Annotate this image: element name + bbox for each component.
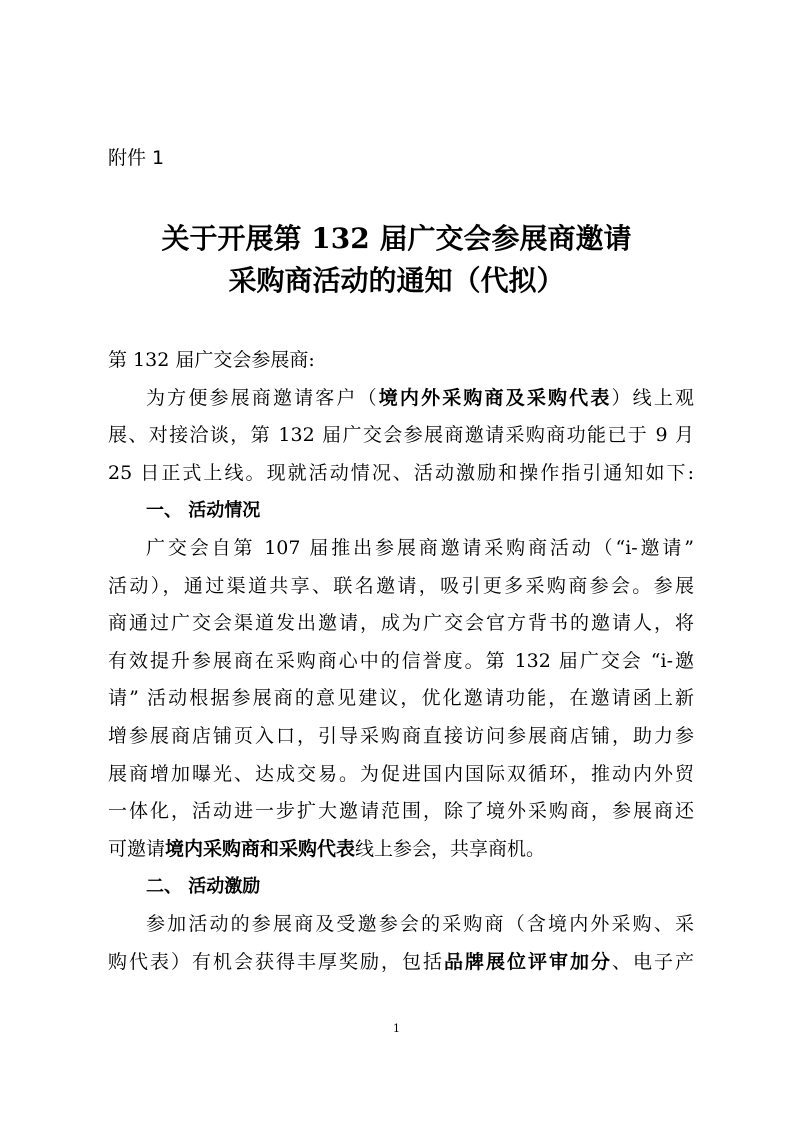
bold-emphasis: 境内外采购商及采购代表 [378, 386, 612, 409]
paragraph-2-line-5: 请” 活动根据参展商的意见建议，优化邀请功能，在邀请函上新 [108, 687, 694, 710]
bold-emphasis: 境内采购商和采购代表 [165, 837, 356, 860]
paragraph-1-line-1 [108, 380, 694, 418]
paragraph-2-line-7: 展商增加曝光、达成交易。为促进国内国际双循环，推动内外贸 [108, 762, 694, 785]
paragraph-2-line-3: 商通过广交会渠道发出邀请，成为广交会官方背书的邀请人，将 [108, 612, 694, 635]
paragraph-2-line-4: 有效提升参展商在采购商心中的信誉度。第 132 届广交会 “i-邀 [108, 649, 694, 672]
paragraph-1-line-3: 25 日正式上线。现就活动情况、活动激励和操作指引通知如下: [108, 461, 694, 484]
salutation: 第 132 届广交会参展商: [108, 349, 315, 371]
section-1-heading: 一、 活动情况 [146, 500, 261, 522]
bold-emphasis: 品牌展位评审加分 [443, 950, 612, 973]
document-body [108, 342, 694, 981]
paragraph-3-line-2 [108, 944, 694, 982]
paragraph-text: 购代表）有机会获得丰厚奖励，包括 [108, 950, 444, 973]
paragraph-2-line-6: 增参展商店铺页入口，引导采购商直接访问参展商店铺，助力参 [108, 724, 694, 747]
paragraph-1-line-2: 展、对接洽谈，第 132 届广交会参展商邀请采购商功能已于 9 月 [108, 424, 694, 447]
paragraph-text: 、电子产 [611, 950, 694, 973]
paragraph-2-line-1: 广交会自第 107 届推出参展商邀请采购商活动（“i-邀请” [146, 536, 694, 559]
paragraph-text: ）线上观 [611, 386, 694, 409]
section-2-heading: 二、 活动激励 [146, 876, 261, 898]
attachment-label: 附件 1 [108, 147, 165, 169]
paragraph-text: 线上参会，共享商机。 [355, 837, 546, 860]
document-title-line-1: 关于开展第 132 届广交会参展商邀请 [161, 222, 632, 255]
paragraph-text: 可邀请 [108, 837, 166, 860]
paragraph-text: 为方便参展商邀请客户（ [146, 386, 379, 409]
paragraph-2-line-9 [108, 831, 694, 869]
paragraph-2-line-2: 活动），通过渠道共享、联名邀请，吸引更多采购商参会。参展 [108, 574, 694, 597]
paragraph-2-line-8: 一体化，活动进一步扩大邀请范围，除了境外采购商，参展商还 [108, 800, 694, 823]
page-number: 1 [393, 1022, 400, 1035]
paragraph-3-line-1: 参加活动的参展商及受邀参会的采购商（含境内外采购、采 [146, 912, 694, 935]
document-title-line-2: 采购商活动的通知（代拟） [228, 264, 565, 297]
